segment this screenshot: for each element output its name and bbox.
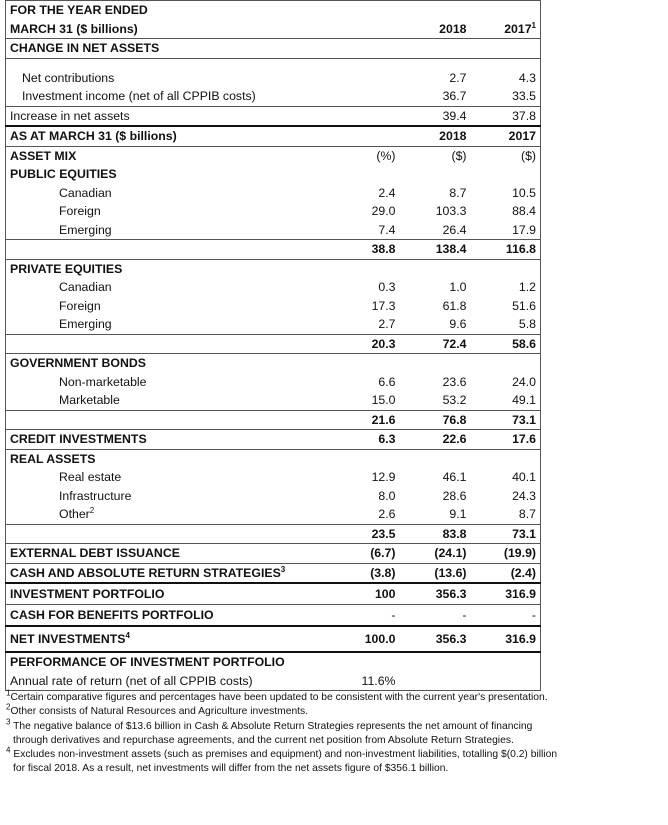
row-label: Foreign [59,204,101,218]
table-row [6,184,541,203]
row-label: Investment income (net of all CPPIB costs) [22,89,256,103]
value-2018: 2.7 [449,70,467,85]
value-2018: (13.6) [404,563,471,583]
header-col-2018: 2018 [439,21,467,36]
real-assets-title-row [6,449,541,468]
value-2018: (24.1) [404,544,471,564]
value-2017: 40.1 [512,470,536,484]
performance-title-row [6,652,541,672]
value-pct: 0.3 [378,280,396,294]
increase-net-assets-row [6,106,541,126]
asof-row [6,126,541,146]
table-row [6,221,541,240]
row-label: Net contributions [22,70,115,85]
value-2018: 28.6 [442,488,467,503]
value-2017: 51.6 [512,298,536,313]
subtotal-2018: 76.8 [404,410,471,430]
row-label: NET INVESTMENTS$^4$ [6,626,337,652]
value-2017: 24.3 [512,488,536,503]
subtotal-row [6,524,541,544]
value-2018: - [404,605,471,627]
value-pct: 6.6 [378,374,396,389]
dollar-unit-2017: ($) [471,146,541,165]
row-label: INVESTMENT PORTFOLIO [6,583,337,605]
financial-table [5,0,541,691]
value-pct: 6.3 [337,430,404,450]
value-2018: 9.1 [449,507,467,521]
asof-col-2017: 2017 [471,126,541,146]
row-label: Emerging [59,317,112,331]
value-2017: 88.4 [512,204,536,218]
table-row [6,87,541,106]
header-line1: FOR THE YEAR ENDED [10,3,148,17]
value-pct: 2.7 [378,317,396,331]
value-pct: 2.4 [378,185,396,200]
footnote: $^2$Other consists of Natural Resources and Agriculture investments. [6,702,309,718]
annual-return-value: 11.6% [361,673,396,688]
value-2018: 356.3 [404,583,471,605]
header-line2: MARCH 31 ($ billions) [10,21,138,36]
value-pct: (3.8) [337,563,404,583]
row-label: Canadian [59,185,112,200]
section-title: PUBLIC EQUITIES [10,167,117,181]
value-2017: 316.9 [471,583,541,605]
subtotal-row [6,240,541,260]
value-2017: 1.2 [518,280,536,294]
subtotal-2017: 116.8 [471,240,541,260]
value-2017: (2.4) [471,563,541,583]
footnote: $^1$Certain comparative figures and percentages have been updated to be consistent with the current year's presentation. [6,688,548,703]
table-row [6,505,541,524]
row-label: CASH FOR BENEFITS PORTFOLIO [6,605,337,627]
net-investments-row [6,626,541,652]
change-section-title-row [6,39,541,59]
value-2018: 46.1 [442,470,467,484]
value-2018: 22.6 [404,430,471,450]
row-label: Infrastructure [59,488,132,503]
value-2017: 316.9 [471,626,541,652]
value-pct: 15.0 [371,393,396,407]
subtotal-2017: 58.6 [471,334,541,354]
value-2018: 23.6 [442,374,467,389]
performance-row [6,672,541,691]
pct-unit: (%) [337,146,404,165]
public-equities-title-row [6,165,541,184]
table-row [6,315,541,334]
value-2018: 356.3 [404,626,471,652]
table-row [6,69,541,88]
value-pct: (6.7) [337,544,404,564]
value-2018: 8.7 [449,185,467,200]
value-2017: 24.0 [512,374,536,389]
credit-investments-row [6,430,541,450]
subtotal-2017: 73.1 [471,524,541,544]
table-row [6,373,541,392]
external-debt-row [6,544,541,564]
value-2018: 1.0 [449,280,467,294]
row-label: CASH AND ABSOLUTE RETURN STRATEGIES$^3$ [6,563,337,583]
cash-benefits-row [6,605,541,627]
subtotal-2018: 72.4 [404,334,471,354]
value-2017: (19.9) [471,544,541,564]
cash-absolute-row [6,563,541,583]
row-label: EXTERNAL DEBT ISSUANCE [6,544,337,564]
table-row [6,468,541,487]
value-2018: 9.6 [449,317,467,331]
value-2017: 8.7 [518,507,536,521]
value-pct: 12.9 [371,470,396,484]
row-label: Canadian [59,280,112,294]
subtotal-pct: 21.6 [337,410,404,430]
row-label: Emerging [59,222,112,237]
dollar-unit-2018: ($) [404,146,471,165]
financial-summary [5,0,663,777]
value-2017: 37.8 [471,106,541,126]
subtotal-pct: 38.8 [337,240,404,260]
footnote: $^3$ The negative balance of $13.6 billion in Cash & Absolute Return Strategies represents the net amount of financing [6,717,533,732]
value-2017: 10.5 [512,185,536,200]
value-pct: 100 [337,583,404,605]
investment-portfolio-row [6,583,541,605]
row-label: Non-marketable [59,374,147,389]
footnotes [5,688,663,777]
row-label: Real estate [59,470,122,484]
value-pct: 7.4 [378,222,396,237]
header-row-1 [6,1,541,20]
footnote-continuation: through derivatives and repurchase agreements, and the current net position from Absolute Return Strategies. [13,734,514,746]
value-2017: - [471,605,541,627]
value-pct: 29.0 [371,204,396,218]
asset-mix-row [6,146,541,165]
value-pct: 2.6 [378,507,396,521]
subtotal-2017: 73.1 [471,410,541,430]
row-label: CREDIT INVESTMENTS [6,430,337,450]
value-pct: 100.0 [337,626,404,652]
subtotal-row [6,410,541,430]
value-2017: 5.8 [518,317,536,331]
value-2017: 17.9 [512,222,536,237]
footnote: $^4$ Excludes non-investment assets (such as premises and equipment) and non-investment liabilities, totalling $(0.2) billion [6,745,558,761]
subtotal-2018: 83.8 [404,524,471,544]
footnote-continuation: for fiscal 2018. As a result, net investments will differ from the net assets figure of $356.1 billion. [13,763,449,775]
row-label: Annual rate of return (net of all CPPIB costs) [10,673,253,688]
value-2018: 36.7 [442,89,467,103]
value-pct: 8.0 [378,488,396,503]
value-pct: 17.3 [371,298,396,313]
asset-mix-label: ASSET MIX [6,146,337,165]
subtotal-pct: 20.3 [337,334,404,354]
row-label: Other$^2$ [59,505,95,521]
spacer-row [6,58,541,69]
value-2018: 26.4 [442,222,467,237]
value-2017: 33.5 [512,89,536,103]
value-2018: 61.8 [442,298,467,313]
government-bonds-title-row [6,354,541,373]
private-equities-title-row [6,259,541,278]
section-title: PRIVATE EQUITIES [6,259,337,278]
value-2018: 53.2 [442,393,467,407]
value-2017: 4.3 [518,70,536,85]
value-pct: - [337,605,404,627]
subtotal-2018: 138.4 [404,240,471,260]
row-label: Foreign [59,298,101,313]
table-row [6,297,541,316]
change-section-title: CHANGE IN NET ASSETS [6,39,337,59]
section-title: REAL ASSETS [6,449,337,468]
subtotal-row [6,334,541,354]
subtotal-pct: 23.5 [337,524,404,544]
header-row-2 [6,20,541,39]
table-row [6,202,541,221]
header-col-2017: 2017$^1$ [504,20,536,36]
value-2017: 49.1 [512,393,536,407]
asof-label: AS AT MARCH 31 ($ billions) [6,126,337,146]
value-2018: 103.3 [435,204,467,218]
value-2017: 17.6 [471,430,541,450]
value-2018: 39.4 [404,106,471,126]
table-row [6,391,541,410]
section-title: PERFORMANCE OF INVESTMENT PORTFOLIO [6,652,337,672]
table-row [6,278,541,297]
row-label: Marketable [59,393,120,407]
asof-col-2018: 2018 [404,126,471,146]
section-title: GOVERNMENT BONDS [6,354,337,373]
row-label: Increase in net assets [6,106,337,126]
table-row [6,487,541,506]
